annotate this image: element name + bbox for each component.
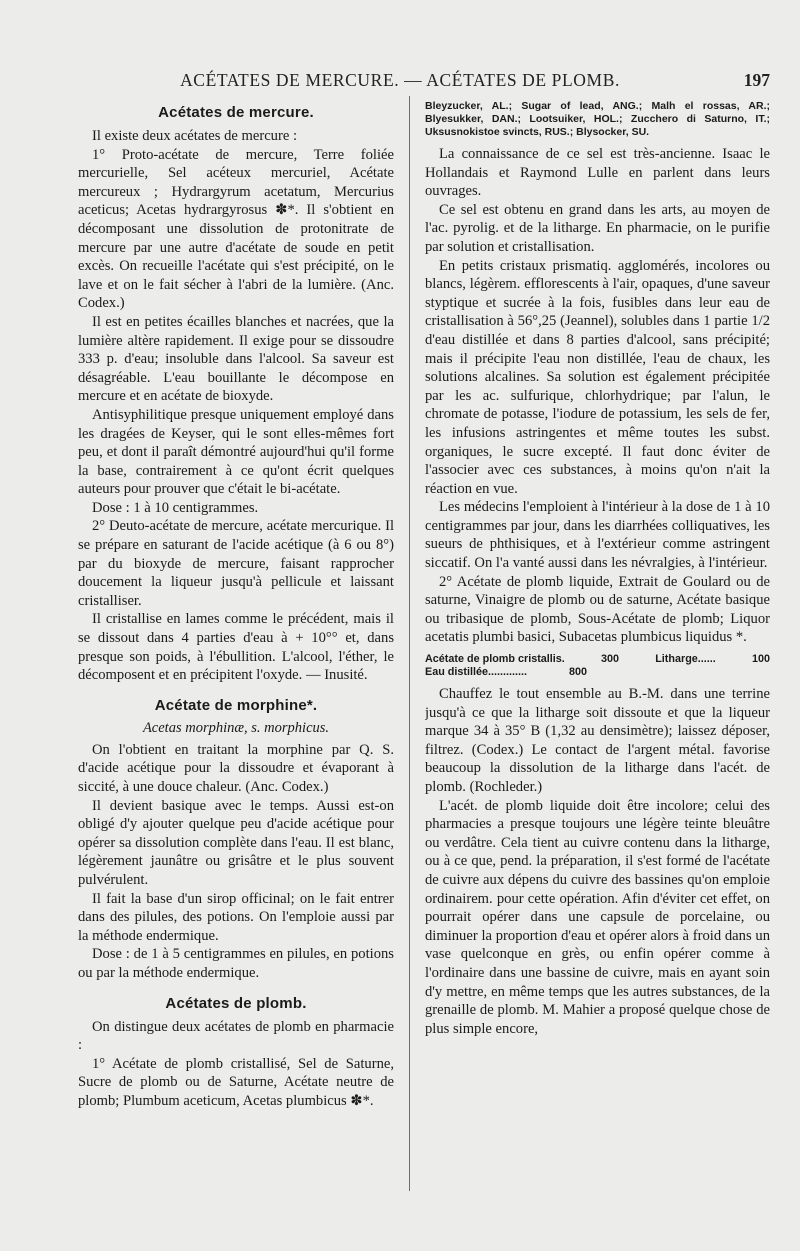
recipe-ingredient: Litharge......	[655, 653, 716, 666]
paragraph: Il existe deux acétates de mercure :	[92, 128, 298, 144]
paragraph: On l'obtient en traitant la morphine par Q. S. d'acide acétique pour la dissoudre et évaporant à siccité, à une douce chaleur. (Anc. Codex.)	[78, 741, 394, 795]
recipe-table	[425, 653, 770, 679]
running-header: ACÉTATES DE MERCURE. — ACÉTATES DE PLOMB.	[180, 70, 620, 90]
section-title-mercury-acetates: Acétates de mercure.	[158, 104, 314, 121]
recipe-ingredient: Eau distillée.............	[425, 666, 528, 679]
page-number: 197	[743, 70, 770, 90]
paragraph: Ce sel est obtenu en grand dans les arts, au moyen de l'ac. pyrolig. et de la litharge. En pharmacie, on le purifie par solution et cristallisation.	[425, 201, 770, 255]
left-column	[78, 100, 394, 1220]
recipe-quantity: 100	[751, 653, 770, 666]
column-divider	[409, 96, 410, 1191]
paragraph: L'acét. de plomb liquide doit être incolore; celui des pharmacies a presque toujours une légère teinte bleuâtre ou verdâtre. Cela tient au cuivre contenu dans la litharge, ou à ce que, pend. la préparation, il s'est formé de l'acétate de cuivre aux dépens du cuivre des bassines qu'on emploie ordinairem. pour cette opération. Afin d'éviter cet effet, on pourrait opérer dans une capsule de porcelaine, ou diminuer la proportion d'eau et opérer alors à froid dans un vase quelconque en grès, ou enfin opérer comme à l'ordinaire dans une bassine de cuivre, mais en ayant soin d'y mettre, en même temps que les autres substances, de la grenaille de plomb. M. Mahier a proposé quelque chose de plus simple encore,	[425, 797, 770, 1037]
paragraph: Antisyphilitique presque uniquement employé dans les dragées de Keyser, qui le sont elles-mêmes fort peu, et dont il paraît démontré aujourd'hui qu'il forme la base, contrairement à ce qu'ont écrit quelques auteurs pour prouver que c'était le bi-acétate.	[78, 406, 394, 498]
right-column	[425, 100, 770, 1220]
recipe-quantity: 300	[601, 653, 620, 666]
paragraph: 1° Acétate de plomb cristallisé, Sel de Saturne, Sucre de plomb ou de Saturne, Acétate neutre de plomb; Plumbum aceticum, Acetas plumbicus ✽*.	[78, 1055, 394, 1109]
section-title-lead-acetates: Acétates de plomb.	[165, 994, 307, 1012]
paragraph: Dose : de 1 à 5 centigrammes en pilules, en potions ou par la méthode endermique.	[78, 946, 394, 981]
section-subtitle: Acetas morphinæ, s. morphicus.	[142, 719, 330, 736]
recipe-row	[425, 666, 770, 679]
paragraph: 1° Proto-acétate de mercure, Terre foliée mercurielle, Sel acéteux mercuriel, Acétate mercureux ; Hydrargyrum acetatum, Mercurius aceticus; Acetas hydrargyrosus ✽*. Il s'obtient en décomposant une dissolution de protonitrate de mercure par une autre d'acétate de soude en petit excès. On recueille l'acétate qui s'est précipité, on le lave et on le fait sécher à l'abri de la lumière. (Anc. Codex.)	[78, 146, 394, 312]
paragraph: Il cristallise en lames comme le précédent, mais il se dissout dans 4 parties d'eau à + 10°° et, dans presque son poids, à l'ébullition. L'alcool, l'éther, le décomposent et en précipitent l'oxyde. — Inusité.	[78, 611, 394, 684]
paragraph: Chauffez le tout ensemble au B.-M. dans une terrine jusqu'à ce que la litharge soit dissoute et que la liqueur marque 34 à 35° B (1,32 au densimètre); laissez déposer, filtrez. (Codex.) Le contact de l'argent métal. favorise beaucoup la dissolution de la litharge dans l'acét. de plomb. (Rochleder.)	[425, 686, 770, 795]
paragraph: 2° Acétate de plomb liquide, Extrait de Goulard ou de saturne, Vinaigre de plomb ou de saturne, Acétate basique ou tribasique de plomb, Sous-Acétate de plomb; Liquor acetatis plumbi basici, Subacetas plumbicus liquidus *.	[425, 573, 770, 646]
paragraph: Dose : 1 à 10 centigrammes.	[92, 499, 259, 516]
paragraph: En petits cristaux prismatiq. agglomérés, incolores ou blancs, légèrem. efflorescents à l'air, opaques, d'une saveur styptique et sucrée à la fois, fusibles dans leur eau de cristallisation à 56°,25 (Jeannel), solubles dans 1 partie 1/2 d'eau distillée et dans 8 parties d'alcool, sans précipité; mais il précipite l'eau non distillée, l'eau de chaux, les solutions alcalines. Sa solution est également précipitée par les ac. sulfurique, chlorhydrique; par l'alun, le chromate de potasse, l'iodure de potassium, les sels de fer, les infusions astringentes et même toutes les subst. organiques, le sucre excepté. Il faut donc éviter de l'associer avec ces substances, à moins qu'on n'ait la réaction en vue.	[425, 257, 770, 497]
section-title-morphine-acetate: Acétate de morphine*.	[154, 696, 318, 714]
paragraph: Il est en petites écailles blanches et nacrées, que la lumière altère rapidement. Il exige pour se dissoudre 333 p. d'eau; insoluble dans l'alcool. Sa saveur est désagréable. L'eau bouillante le décompose en mercure et en acétate de bioxyde.	[78, 313, 394, 405]
paragraph: Les médecins l'emploient à l'intérieur à la dose de 1 à 10 centigrammes par jour, dans les diarrhées colliquatives, les sueurs de phthisiques, et à l'extérieur comme astringent siccatif. On l'a vanté aussi dans les névralgies, à l'intérieur.	[425, 499, 770, 572]
paragraph: 2° Deuto-acétate de mercure, acétate mercurique. Il se prépare en saturant de l'acide acétique (à 6 ou 8°) par du bioxyde de mercure, faisant rapprocher doucement la liqueur jusqu'à pellicule et laissant cristalliser.	[78, 518, 394, 609]
paragraph: Il fait la base d'un sirop officinal; on le fait entrer dans des pilules, des potions. On l'emploie aussi par la méthode endermique.	[78, 890, 394, 944]
synonyms-line: Bleyzucker, AL.; Sugar of lead, ANG.; Malh el rossas, AR.; Blyesukker, DAN.; Lootsuiker, HOL.; Zucchero di Saturno, IT.; Uksusnokistoe svincts, RUS.; Blysocker, SU.	[425, 100, 770, 138]
recipe-quantity: 800	[569, 666, 588, 679]
show-through-text	[0, 0, 800, 40]
paragraph: La connaissance de ce sel est très-ancienne. Isaac le Hollandais et Raymond Lulle en parlent dans leurs ouvrages.	[425, 146, 770, 200]
recipe-ingredient: Acétate de plomb cristallis.	[425, 653, 565, 666]
paragraph: On distingue deux acétates de plomb en pharmacie :	[78, 1018, 394, 1054]
recipe-row	[425, 653, 770, 666]
paragraph: Il devient basique avec le temps. Aussi est-on obligé d'y ajouter quelque peu d'acide acétique pour opérer sa dissolution complète dans l'eau. Il est blanc, légèrement jaunâtre ou grisâtre et le plus souvent pulvérulent.	[78, 797, 394, 888]
